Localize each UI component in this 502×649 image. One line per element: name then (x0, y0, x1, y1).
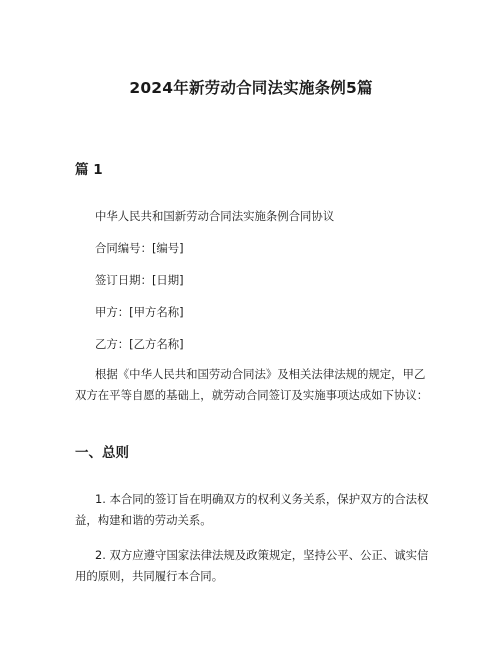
contract-number-line: 合同编号：[编号] (95, 241, 184, 255)
document-title: 2024年新劳动合同法实施条例5篇 (129, 79, 373, 97)
part-heading: 篇 1 (75, 162, 103, 178)
party-b-line: 乙方：[乙方名称] (95, 337, 184, 351)
sign-date-line: 签订日期：[日期] (95, 273, 184, 287)
agreement-title: 中华人民共和国新劳动合同法实施条例合同协议 (95, 209, 335, 223)
party-a-line: 甲方：[甲方名称] (95, 305, 184, 319)
chapter-heading: 一、总则 (75, 445, 129, 461)
clause-paragraph: 2. 双方应遵守国家法律法规及政策规定，坚持公平、公正、诚实信用的原则，共同履行本合同。 (75, 548, 429, 583)
clause-paragraph: 1. 本合同的签订旨在明确双方的权利义务关系，保护双方的合法权益，构建和谐的劳动关系。 (75, 492, 429, 527)
preamble-paragraph: 根据《中华人民共和国劳动合同法》及相关法律法规的规定，甲乙双方在平等自愿的基础上，就劳动合同签订及实施事项达成如下协议： (75, 367, 429, 402)
